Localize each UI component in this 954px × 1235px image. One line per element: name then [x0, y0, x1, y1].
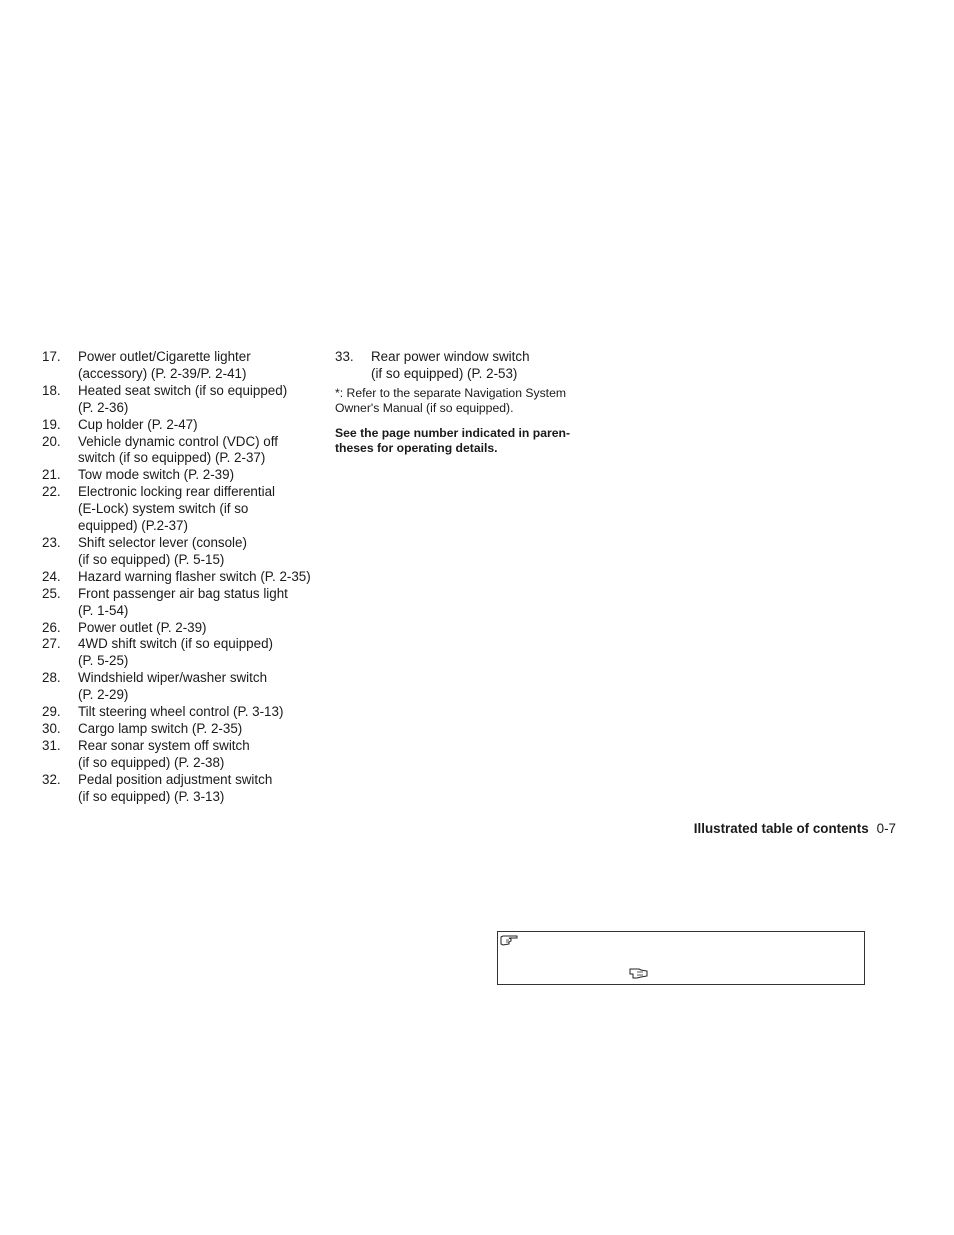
item-text: Electronic locking rear differential (E-Lock) system switch (if so equipped) (P.2-37) [78, 484, 275, 534]
item-number: 25. [42, 585, 61, 601]
item-number: 32. [42, 771, 61, 787]
item-text: Power outlet/Cigarette lighter (accessory) (P. 2-39/P. 2-41) [78, 349, 251, 381]
list-item [42, 417, 332, 434]
list-item [42, 704, 332, 721]
item-text: Tilt steering wheel control (P. 3-13) [78, 704, 284, 720]
item-text: Shift selector lever (console) (if so equipped) (P. 5-15) [78, 534, 247, 567]
item-text: Front passenger air bag status light (P. 1-54) [78, 585, 288, 618]
list-item [42, 535, 332, 569]
item-text: Cargo lamp switch (P. 2-35) [78, 720, 243, 736]
item-text: Hazard warning flasher switch (P. 2-35) [78, 568, 311, 584]
item-text: Pedal position adjustment switch (if so equipped) (P. 3-13) [78, 771, 273, 804]
item-text: Vehicle dynamic control (VDC) off switch (if so equipped) (P. 2-37) [78, 433, 278, 466]
list-item [42, 721, 332, 738]
item-number: 18. [42, 382, 61, 398]
section-title: Illustrated table of contents [693, 821, 869, 836]
list-item [42, 484, 332, 535]
page-number: 0-7 [876, 821, 896, 836]
list-item [42, 383, 332, 417]
item-number: 22. [42, 484, 61, 500]
list-item [335, 349, 607, 383]
item-number: 24. [42, 568, 61, 584]
item-number: 26. [42, 619, 61, 635]
list-item [42, 772, 332, 806]
page-footer [694, 821, 896, 836]
list-item [42, 670, 332, 704]
list-item [42, 434, 332, 468]
item-text: Tow mode switch (P. 2-39) [78, 467, 235, 483]
item-number: 17. [42, 349, 61, 364]
item-number: 27. [42, 636, 61, 652]
right-column [335, 349, 607, 457]
list-item [42, 636, 332, 670]
operating-details-note: See the page number indicated in paren- theses for operating details. [335, 425, 570, 456]
item-text: Rear power window switch (if so equipped) (P. 2-53) [371, 349, 530, 381]
item-text: Power outlet (P. 2-39) [78, 619, 207, 635]
footnote: *: Refer to the separate Navigation System Owner's Manual (if so equipped). [335, 385, 567, 416]
item-number: 21. [42, 467, 61, 483]
item-text: 4WD shift switch (if so equipped) (P. 5-25) [78, 636, 273, 669]
item-number: 30. [42, 720, 61, 736]
item-number: 31. [42, 737, 61, 753]
pointing-hand-icon [500, 933, 520, 947]
item-number: 23. [42, 534, 61, 550]
item-number: 33. [335, 349, 354, 364]
item-text: Heated seat switch (if so equipped) (P. 2-36) [78, 382, 288, 415]
notice-box [497, 931, 865, 985]
item-text: Windshield wiper/washer switch (P. 2-29) [78, 670, 268, 703]
item-number: 20. [42, 433, 61, 449]
list-item [42, 569, 332, 586]
list-item [42, 620, 332, 637]
item-text: Rear sonar system off switch (if so equipped) (P. 2-38) [78, 737, 250, 770]
list-item [42, 738, 332, 772]
list-item [42, 586, 332, 620]
item-number: 19. [42, 416, 61, 432]
item-text: Cup holder (P. 2-47) [78, 416, 198, 432]
list-item [42, 349, 332, 383]
item-number: 29. [42, 704, 61, 720]
list-item [42, 467, 332, 484]
item-number: 28. [42, 670, 61, 686]
pointing-hand-icon [629, 967, 649, 979]
left-column [42, 349, 332, 805]
